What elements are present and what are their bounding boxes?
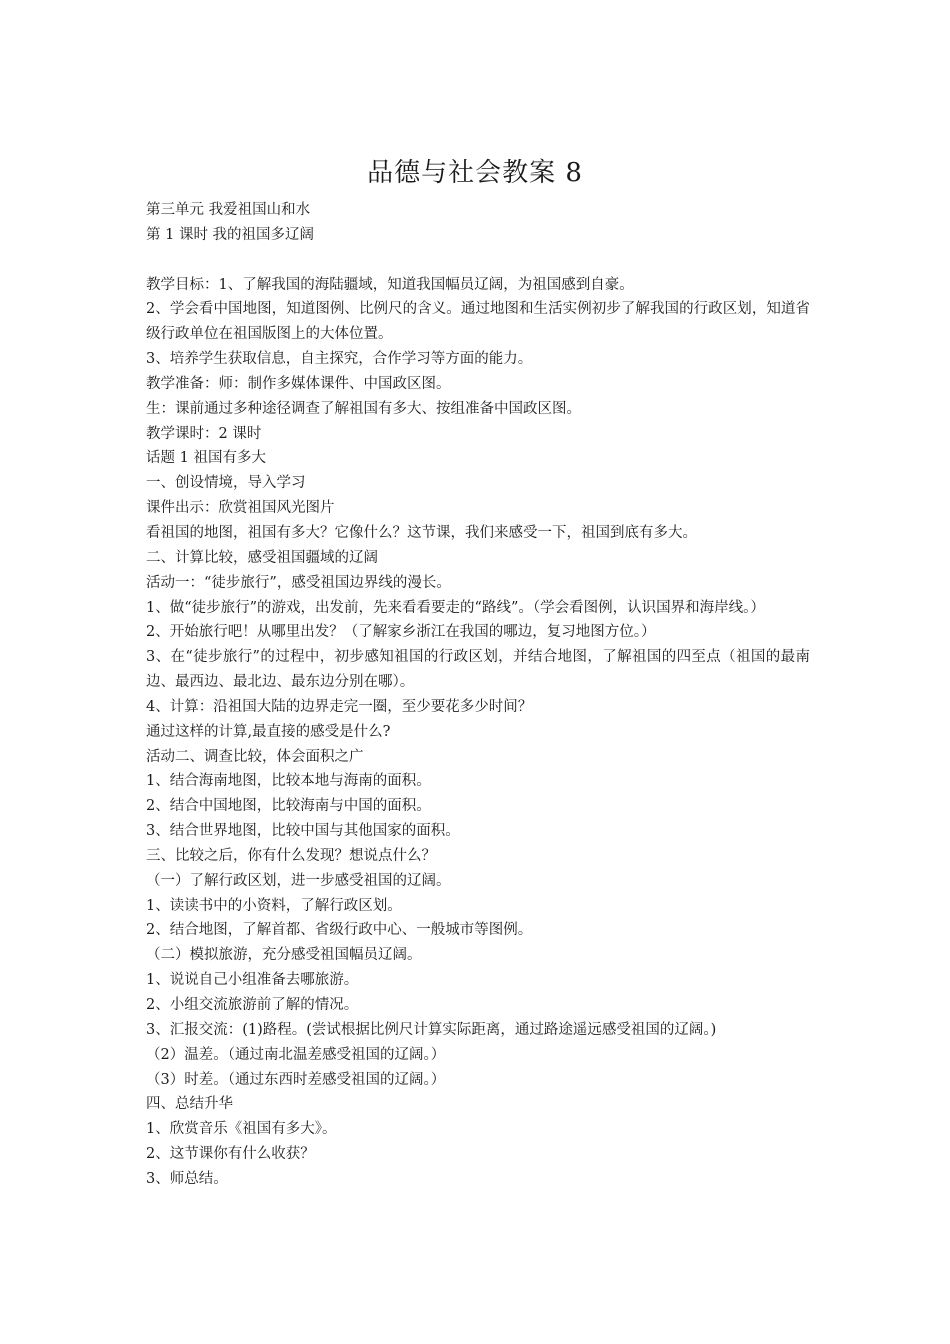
paragraph: （3）时差。（通过东西时差感受祖国的辽阔。） (146, 1071, 446, 1088)
section-heading: 话题 1 祖国有多大 (146, 450, 266, 467)
paragraph: 教学课时：2 课时 (146, 425, 262, 442)
paragraph: 1、做“徒步旅行”的游戏，出发前，先来看看要走的“路线”。（学会看图例，认识国界和海岸线。） (146, 599, 765, 616)
paragraph: 3、培养学生获取信息，自主探究，合作学习等方面的能力。 (146, 351, 533, 368)
paragraph: 看祖国的地图，祖国有多大？它像什么？这节课，我们来感受一下，祖国到底有多大。 (146, 524, 697, 541)
paragraph: 3、在“徒步旅行”的过程中，初步感知祖国的行政区划，并结合地图，了解祖国的四至点（祖国的最南边、最西边、最北边、最东边分别在哪）。 (146, 649, 810, 691)
paragraph: 3、汇报交流：(1)路程。(尝试根据比例尺计算实际距离，通过路途遥远感受祖国的辽阔。) (146, 1021, 717, 1038)
section-heading: 一、创设情境，导入学习 (146, 475, 306, 492)
paragraph: （2）温差。（通过南北温差感受祖国的辽阔。） (146, 1046, 446, 1063)
paragraph: 2、小组交流旅游前了解的情况。 (146, 997, 359, 1013)
paragraph: 2、结合地图，了解首都、省级行政中心、一般城市等图例。 (146, 922, 533, 939)
section-heading: 四、总结升华 (146, 1096, 233, 1113)
paragraph: 1、欣赏音乐《祖国有多大》。 (146, 1121, 337, 1138)
paragraph: 1、说说自己小组准备去哪旅游。 (146, 972, 359, 989)
paragraph: 3、师总结。 (146, 1170, 228, 1187)
paragraph: 1、结合海南地图，比较本地与海南的面积。 (146, 773, 431, 790)
paragraph: 2、这节课你有什么收获？ (146, 1146, 315, 1163)
paragraph: 通过这样的计算,最直接的感受是什么? (146, 723, 391, 740)
paragraph: 活动二、调查比较，体会面积之广 (146, 748, 364, 765)
section-heading: 二、计算比较，感受祖国疆域的辽阔 (146, 549, 378, 566)
blank-line (146, 248, 810, 273)
paragraph: 活动一：“徒步旅行”，感受祖国边界线的漫长。 (146, 574, 451, 591)
lesson-heading: 第 1 课时 我的祖国多辽阔 (146, 226, 315, 243)
document-body (146, 198, 810, 1192)
paragraph: 生：课前通过多种途径调查了解祖国有多大、按组准备中国政区图。 (146, 400, 581, 417)
paragraph: 3、结合世界地图，比较中国与其他国家的面积。 (146, 823, 460, 840)
paragraph: 1、读读书中的小资料，了解行政区划。 (146, 897, 402, 914)
paragraph: 教学目标：1、了解我国的海陆疆域，知道我国幅员辽阔，为祖国感到自豪。 (146, 276, 634, 293)
section-heading: 三、比较之后，你有什么发现？想说点什么？ (146, 847, 436, 864)
paragraph: 4、计算：沿祖国大陆的边界走完一圈，至少要花多少时间？ (146, 698, 533, 715)
document-title: 品德与社会教案 8 (367, 158, 583, 188)
paragraph: 教学准备：师：制作多媒体课件、中国政区图。 (146, 375, 451, 392)
paragraph: 2、开始旅行吧！从哪里出发？（了解家乡浙江在我国的哪边，复习地图方位。） (146, 624, 656, 641)
paragraph: （一）了解行政区划，进一步感受祖国的辽阔。 (146, 872, 451, 889)
unit-heading: 第三单元 我爱祖国山和水 (146, 202, 311, 218)
paragraph: 2、结合中国地图，比较海南与中国的面积。 (146, 798, 431, 815)
paragraph: （二）模拟旅游，充分感受祖国幅员辽阔。 (146, 947, 422, 964)
paragraph: 课件出示：欣赏祖国风光图片 (146, 500, 335, 517)
paragraph: 2、学会看中国地图，知道图例、比例尺的含义。通过地图和生活实例初步了解我国的行政区划，知道省级行政单位在祖国版图上的大体位置。 (146, 301, 810, 343)
